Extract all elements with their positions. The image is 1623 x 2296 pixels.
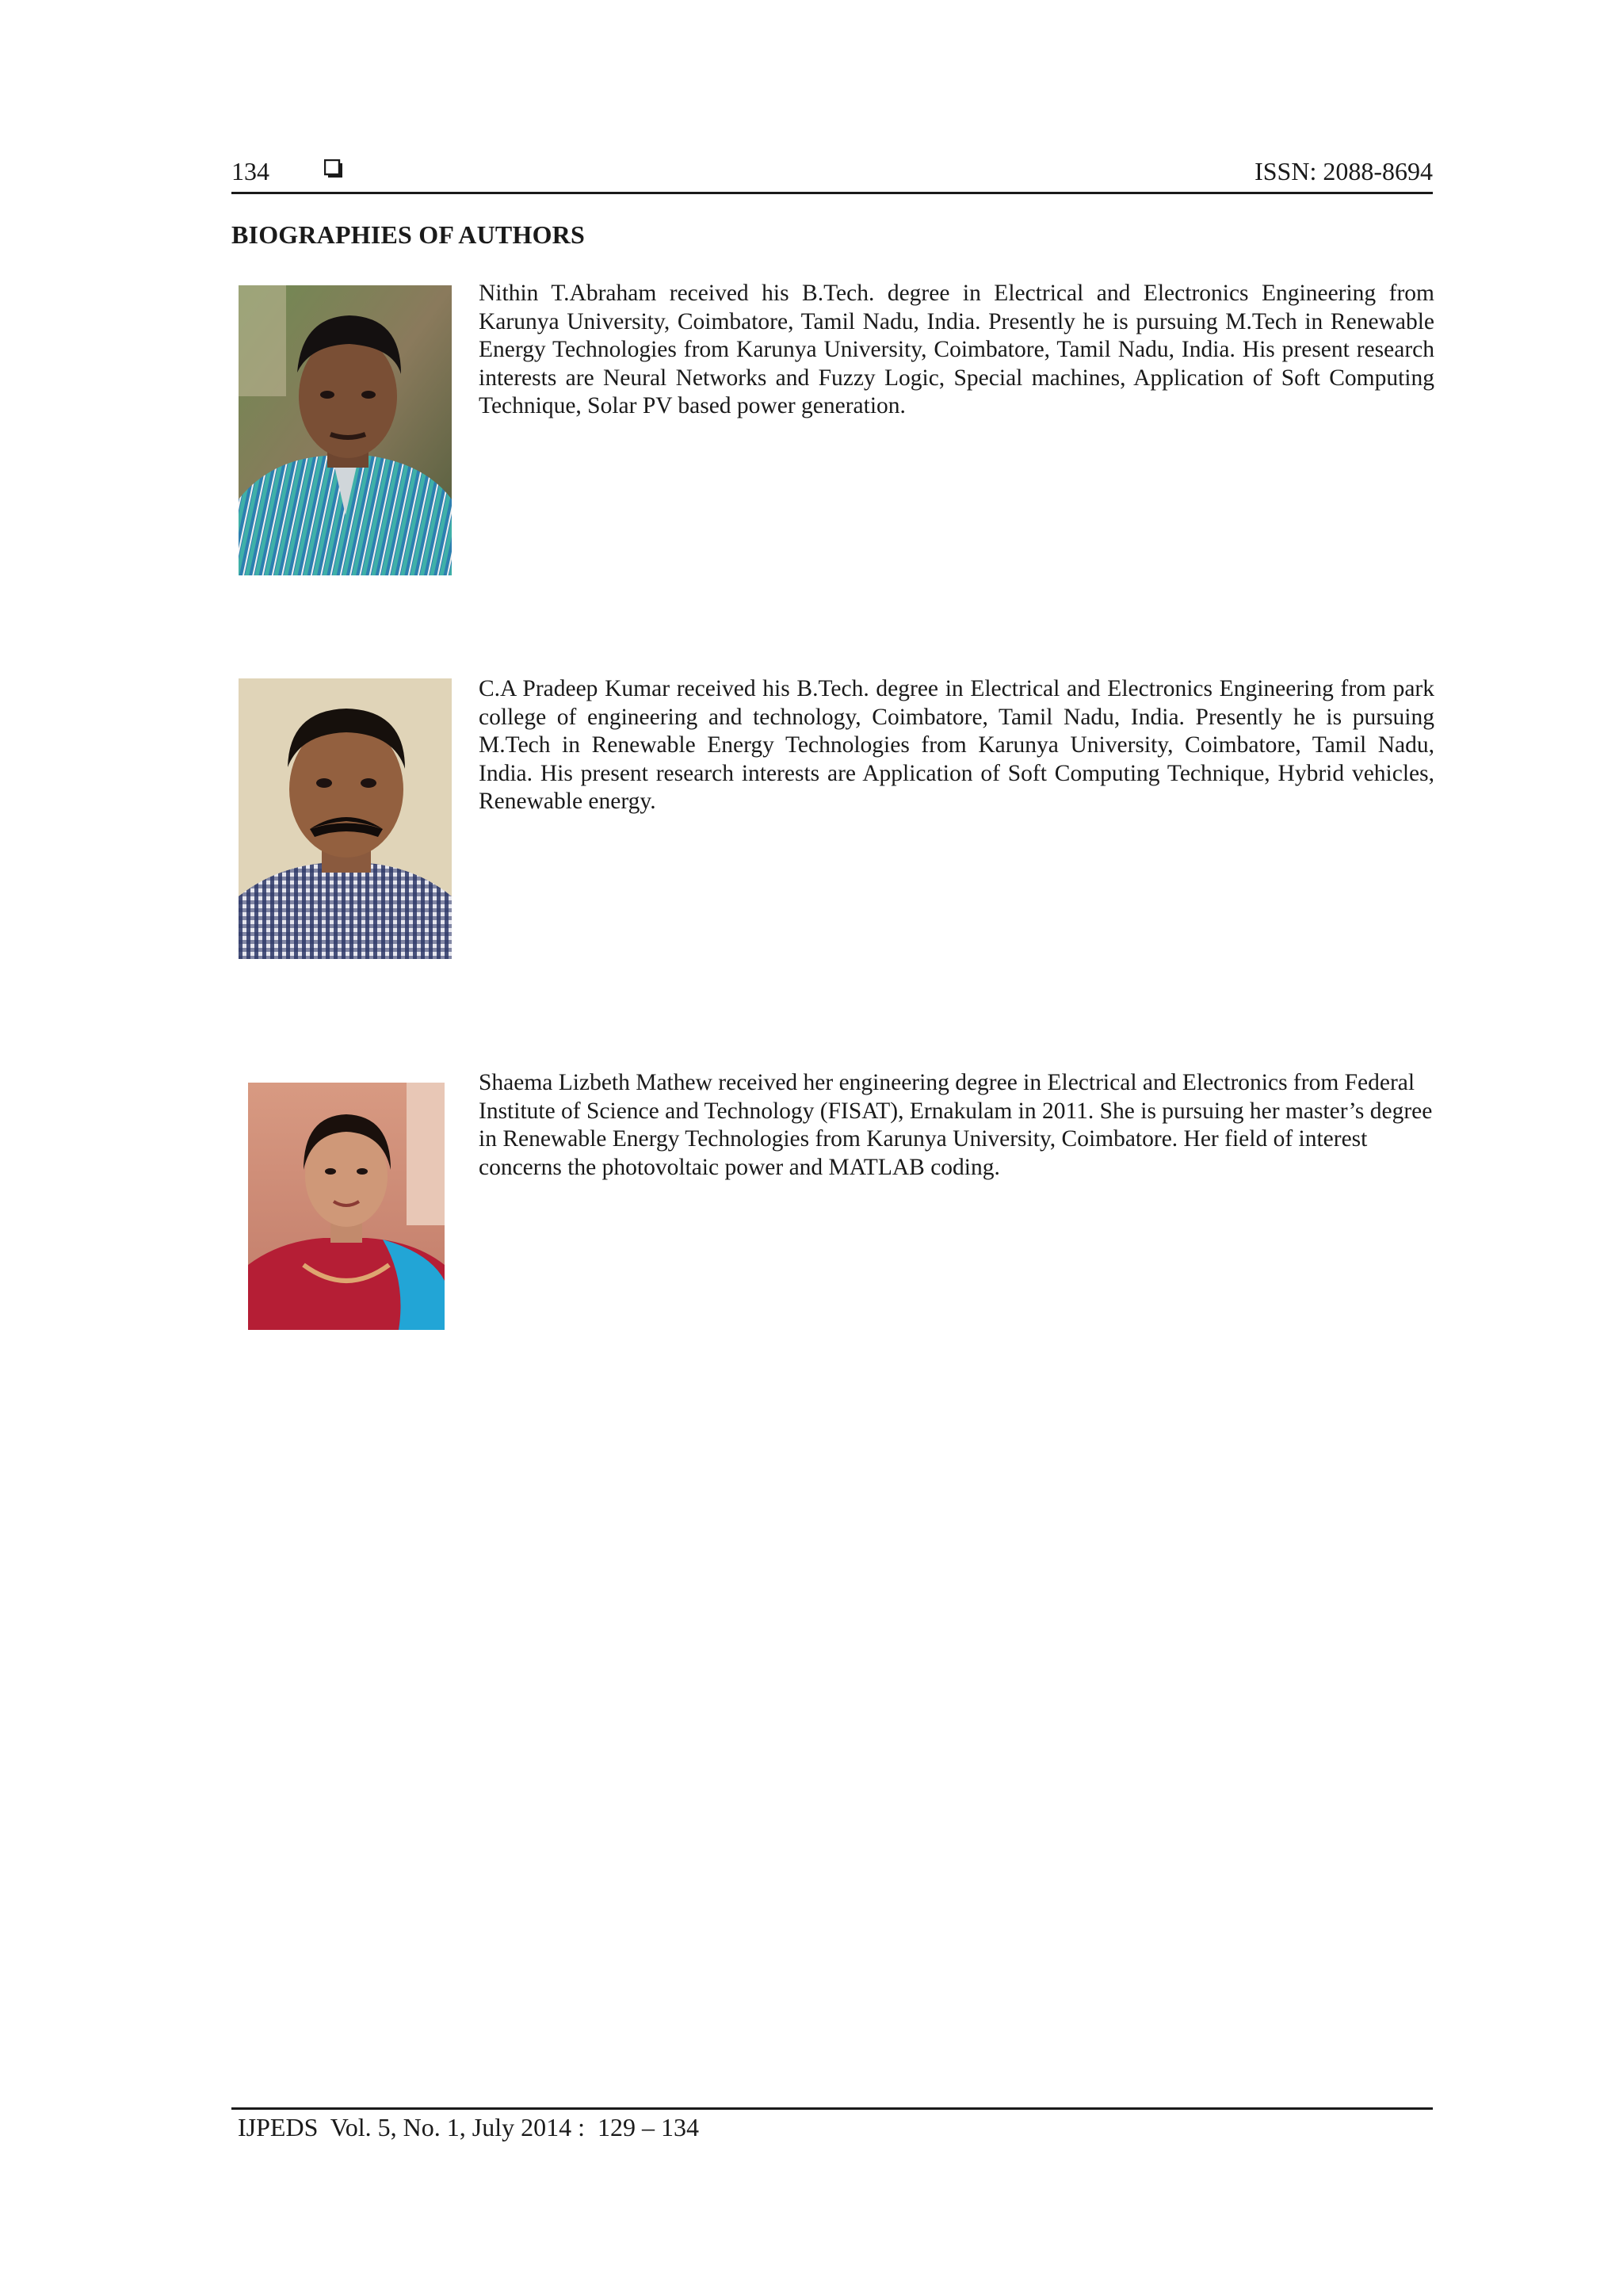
checkbox-icon [324, 159, 343, 178]
section-heading: BIOGRAPHIES OF AUTHORS [231, 220, 585, 249]
author-photo-woman-red-dress [248, 1083, 445, 1330]
page-number: 134 [231, 157, 269, 185]
author-bio: C.A Pradeep Kumar received his B.Tech. degree in Electrical and Electronics Engineering from park college of engineering and technology, Coimbatore, Tamil Nadu, India. Presently he is pursuing M.Tech in Renewable Energy Technologies from Karunya University, Coimbatore, Tamil Nadu, India. His present research interests are Application of Soft Computing Technique, Hybrid vehicles, Renewable energy. [479, 676, 1434, 815]
author-bio: Shaema Lizbeth Mathew received her engineering degree in Electrical and Electronics from Federal Institute of Science and Technology (FISAT), Ernakulam in 2011. She is pursuing her master’s degree in Renewable Energy Technologies from Karunya University, Coimbatore. Her field of interest concerns the photovoltaic power and MATLAB coding. [479, 1070, 1433, 1180]
author-photo-man-striped-shirt [239, 285, 452, 575]
footer-citation: IJPEDS Vol. 5, No. 1, July 2014 : 129 – 134 [238, 2113, 699, 2141]
author-photo-man-checked-shirt [239, 678, 452, 959]
issn-label: ISSN: 2088-8694 [1254, 157, 1433, 185]
footer-rule [231, 2107, 1433, 2110]
header-rule [231, 192, 1433, 194]
author-bio: Nithin T.Abraham received his B.Tech. degree in Electrical and Electronics Engineering from Karunya University, Coimbatore, Tamil Nadu, India. Presently he is pursuing M.Tech in Renewable Energy Technologies from Karunya University, Coimbatore, Tamil Nadu, India. His present research interests are Neural Networks and Fuzzy Logic, Special machines, Application of Soft Computing Technique, Solar PV based power generation. [479, 281, 1434, 419]
